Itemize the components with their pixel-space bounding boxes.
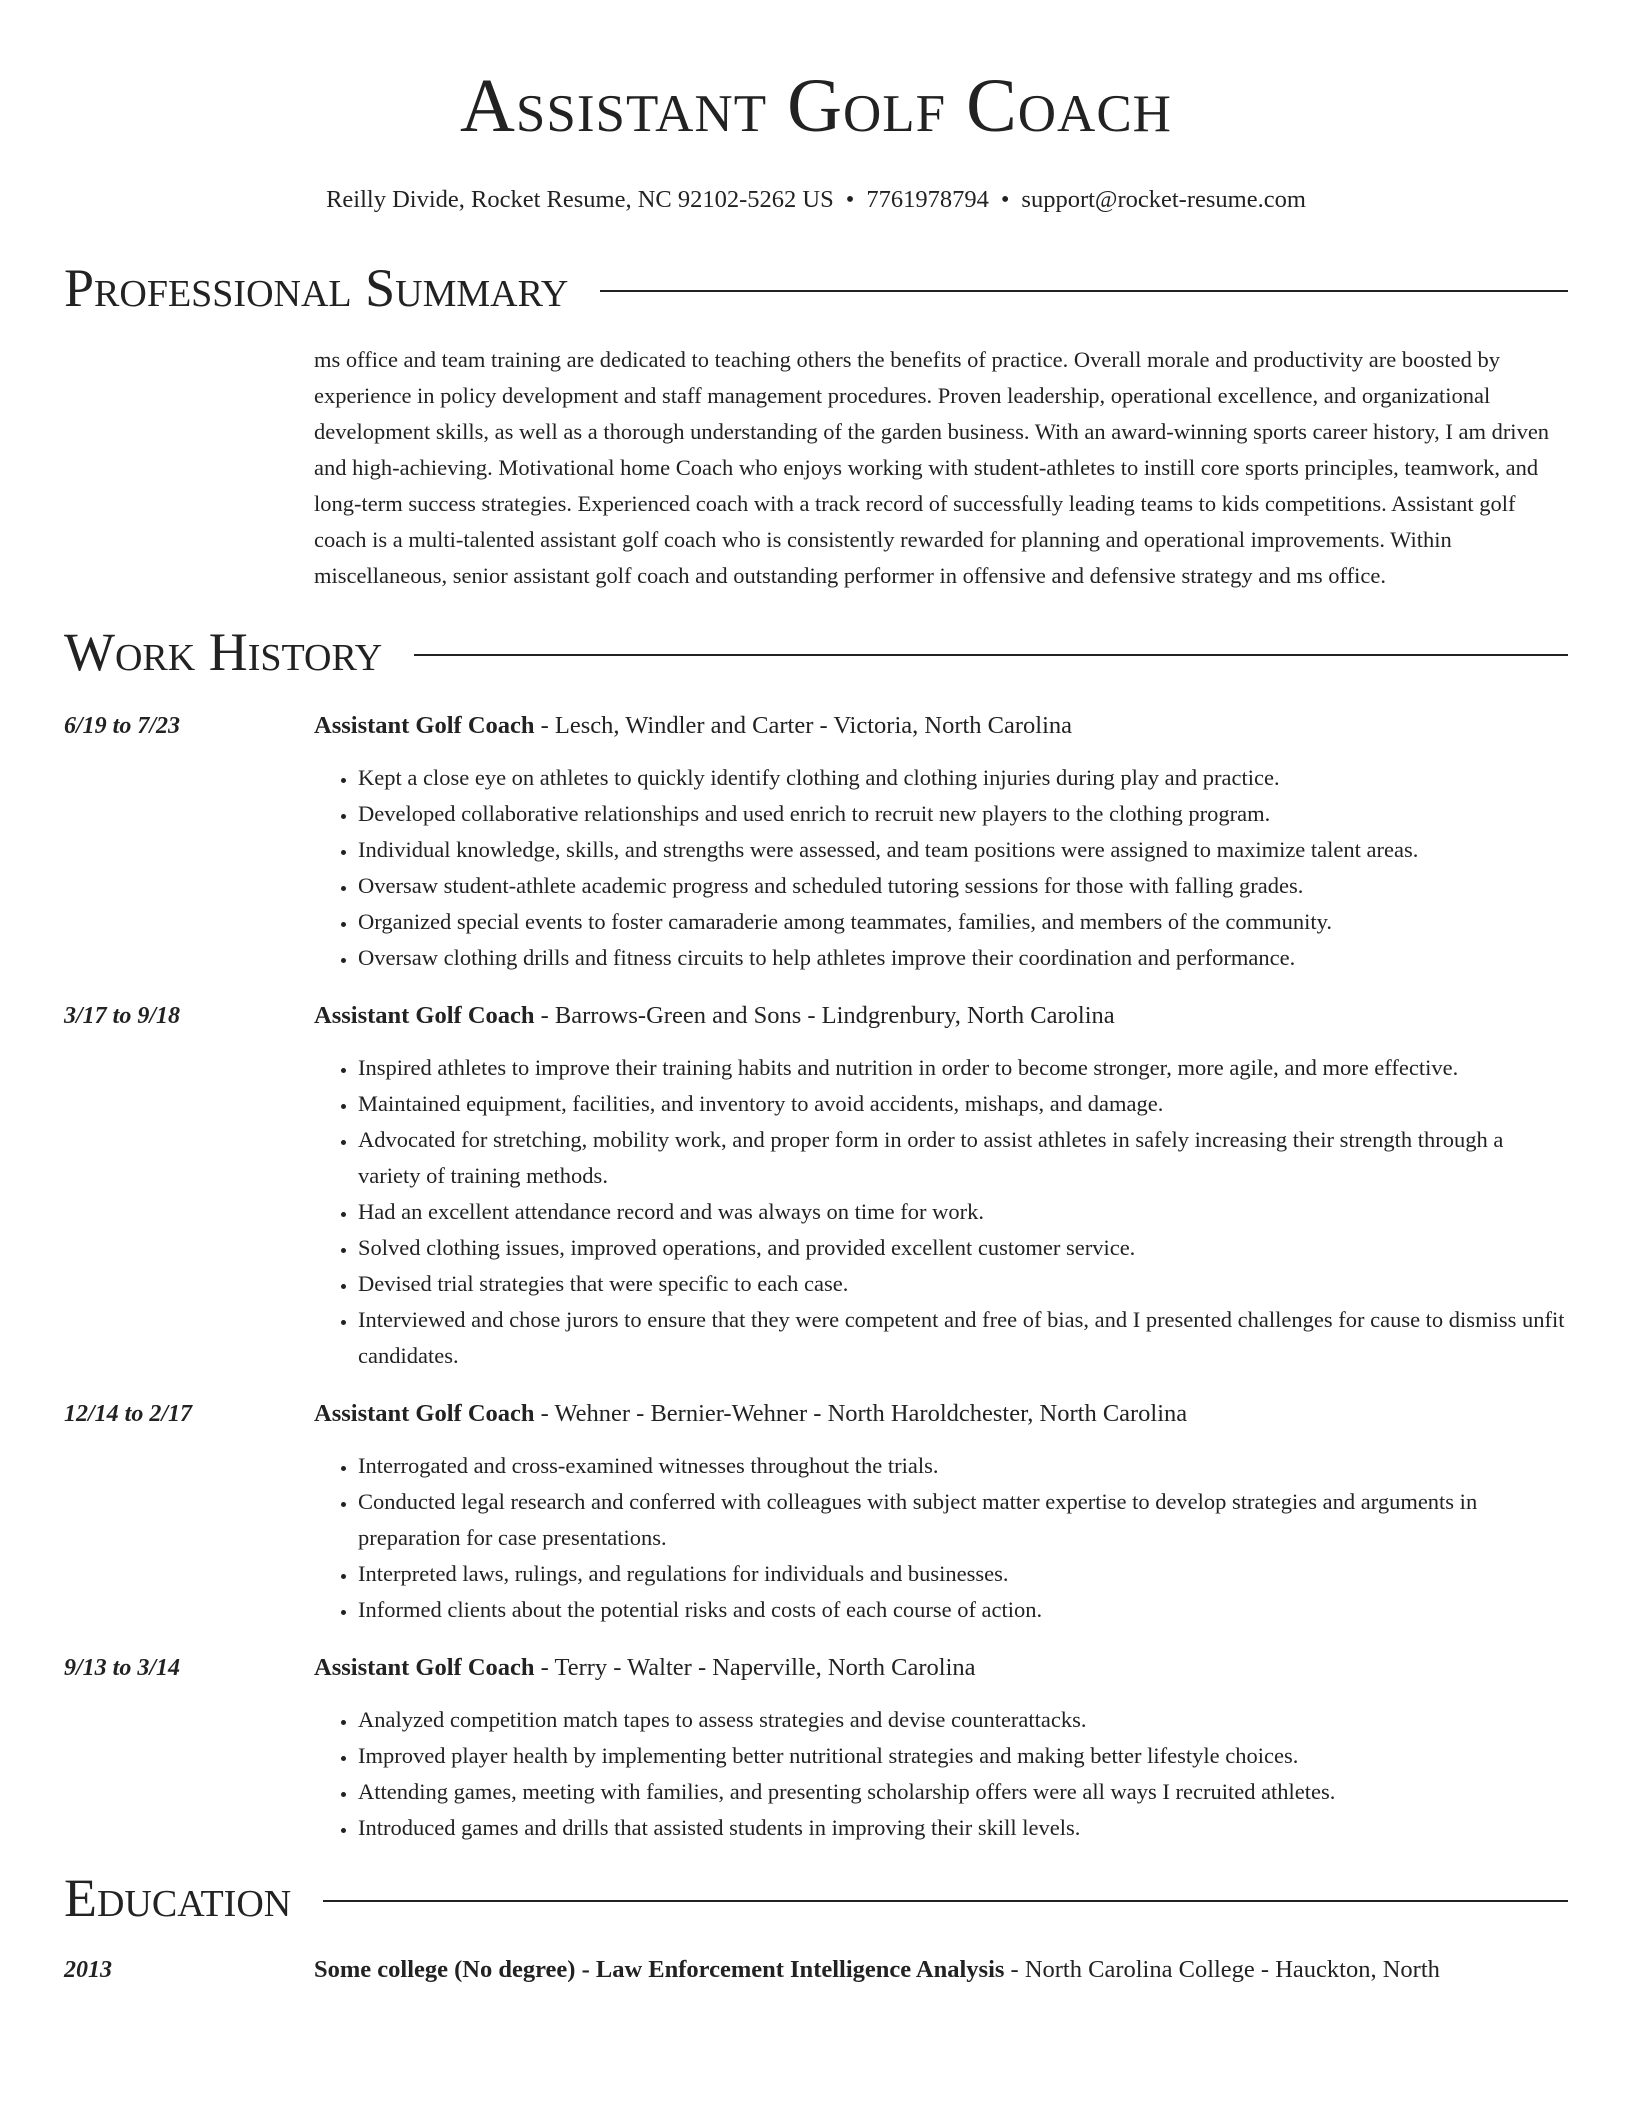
- job-body: [314, 708, 1568, 976]
- summary-section-header: [64, 256, 1568, 320]
- summary-text: ms office and team training are dedicated to teaching others the benefits of practice. Overall morale and productivity are boosted by experience in policy development and staff management procedures. Proven leadership, operational excellence, and organizational development skills, as well as a thorough understanding of the garden business. With an award-winning sports career history, I am driven and high-achieving. Motivational home Coach who enjoys working with student-athletes to instill core sports principles, teamwork, and long-term success strategies. Experienced coach with a track record of successfully leading teams to kids competitions. Assistant golf coach is a multi-talented assistant golf coach who is consistently rewarded for planning and operational improvements. Within miscellaneous, senior assistant golf coach and outstanding performer in offensive and defensive strategy and ms office.: [314, 347, 1550, 588]
- education-details: - North Carolina College - Hauckton, North: [1004, 1956, 1440, 1983]
- job-bullet: • Had an excellent attendance record and was always on time for work.: [358, 1194, 1568, 1230]
- job-entry: [64, 708, 1568, 976]
- work-history-section-header: [64, 620, 1568, 684]
- job-role: Assistant Golf Coach: [314, 1002, 535, 1029]
- contact-separator: •: [845, 186, 855, 213]
- job-bullet: • Oversaw clothing drills and fitness circuits to help athletes improve their coordination and performance.: [358, 940, 1568, 976]
- job-header: [314, 1396, 1568, 1432]
- section-divider: [323, 1900, 1568, 1902]
- education-heading: Education: [64, 1868, 292, 1928]
- job-bullet: • Developed collaborative relationships and used enrich to recruit new players to the clothing program.: [358, 796, 1568, 832]
- job-details: - Lesch, Windler and Carter - Victoria, North Carolina: [534, 712, 1073, 739]
- job-role: Assistant Golf Coach: [314, 1400, 535, 1427]
- job-header: [314, 708, 1568, 744]
- job-dates: 6/19 to 7/23: [64, 713, 181, 739]
- education-body: [314, 1952, 1568, 1988]
- job-bullets: [314, 1448, 1568, 1628]
- education-date: 2013: [64, 1957, 112, 1983]
- job-bullet: • Oversaw student-athlete academic progress and scheduled tutoring sessions for those with falling grades.: [358, 868, 1568, 904]
- job-bullets: [314, 760, 1568, 976]
- contact-phone: 7761978794: [866, 186, 989, 213]
- summary-heading: Professional Summary: [64, 258, 569, 318]
- job-bullet: • Conducted legal research and conferred with colleagues with subject matter expertise to develop strategies and arguments in preparation for case presentations.: [358, 1484, 1568, 1556]
- job-bullet: • Maintained equipment, facilities, and inventory to avoid accidents, mishaps, and damage.: [358, 1086, 1568, 1122]
- job-bullet: • Devised trial strategies that were specific to each case.: [358, 1266, 1568, 1302]
- job-bullet: • Individual knowledge, skills, and strengths were assessed, and team positions were assigned to maximize talent areas.: [358, 832, 1568, 868]
- job-bullet: • Informed clients about the potential risks and costs of each course of action.: [358, 1592, 1568, 1628]
- job-bullet: • Interviewed and chose jurors to ensure that they were competent and free of bias, and I presented challenges for cause to dismiss unfit candidates.: [358, 1302, 1568, 1374]
- job-entry: [64, 1650, 1568, 1846]
- job-bullet: • Kept a close eye on athletes to quickly identify clothing and clothing injuries during play and practice.: [358, 760, 1568, 796]
- job-header: [314, 998, 1568, 1034]
- job-entry: [64, 998, 1568, 1374]
- job-details: - Terry - Walter - Naperville, North Carolina: [534, 1654, 976, 1681]
- job-dates: 9/13 to 3/14: [64, 1655, 181, 1681]
- job-role: Assistant Golf Coach: [314, 712, 535, 739]
- section-divider: [600, 290, 1568, 292]
- job-role: Assistant Golf Coach: [314, 1654, 535, 1681]
- job-details: - Wehner - Bernier-Wehner - North Haroldchester, North Carolina: [534, 1400, 1188, 1427]
- job-bullet: • Attending games, meeting with families, and presenting scholarship offers were all ways I recruited athletes.: [358, 1774, 1568, 1810]
- job-bullets: [314, 1702, 1568, 1846]
- contact-line: [64, 184, 1568, 216]
- contact-email: support@rocket-resume.com: [1021, 186, 1306, 213]
- job-entry: [64, 1396, 1568, 1628]
- section-divider: [414, 654, 1568, 656]
- job-dates: 3/17 to 9/18: [64, 1003, 181, 1029]
- education-entry: [64, 1952, 1568, 1988]
- resume-title: Assistant Golf Coach: [460, 64, 1172, 148]
- job-bullet: • Interrogated and cross-examined witnesses throughout the trials.: [358, 1448, 1568, 1484]
- job-header: [314, 1650, 1568, 1686]
- education-degree: Some college (No degree) - Law Enforcement Intelligence Analysis: [314, 1956, 1005, 1983]
- job-bullet: • Solved clothing issues, improved operations, and provided excellent customer service.: [358, 1230, 1568, 1266]
- contact-separator: •: [1000, 186, 1010, 213]
- work-history-heading: Work History: [64, 622, 383, 682]
- job-bullet: • Inspired athletes to improve their training habits and nutrition in order to become stronger, more agile, and more effective.: [358, 1050, 1568, 1086]
- job-bullet: • Introduced games and drills that assisted students in improving their skill levels.: [358, 1810, 1568, 1846]
- education-section-header: [64, 1866, 1568, 1930]
- job-details: - Barrows-Green and Sons - Lindgrenbury, North Carolina: [534, 1002, 1115, 1029]
- job-bullet: • Advocated for stretching, mobility work, and proper form in order to assist athletes in safely increasing their strength through a variety of training methods.: [358, 1122, 1568, 1194]
- job-bullet: • Analyzed competition match tapes to assess strategies and devise counterattacks.: [358, 1702, 1568, 1738]
- job-body: [314, 1396, 1568, 1628]
- job-bullet: • Organized special events to foster camaraderie among teammates, families, and members of the community.: [358, 904, 1568, 940]
- job-bullet: • Improved player health by implementing better nutritional strategies and making better lifestyle choices.: [358, 1738, 1568, 1774]
- job-body: [314, 998, 1568, 1374]
- job-bullet: • Interpreted laws, rulings, and regulations for individuals and businesses.: [358, 1556, 1568, 1592]
- job-body: [314, 1650, 1568, 1846]
- contact-address: Reilly Divide, Rocket Resume, NC 92102-5262 US: [326, 186, 834, 213]
- job-dates: 12/14 to 2/17: [64, 1401, 193, 1427]
- job-bullets: [314, 1050, 1568, 1374]
